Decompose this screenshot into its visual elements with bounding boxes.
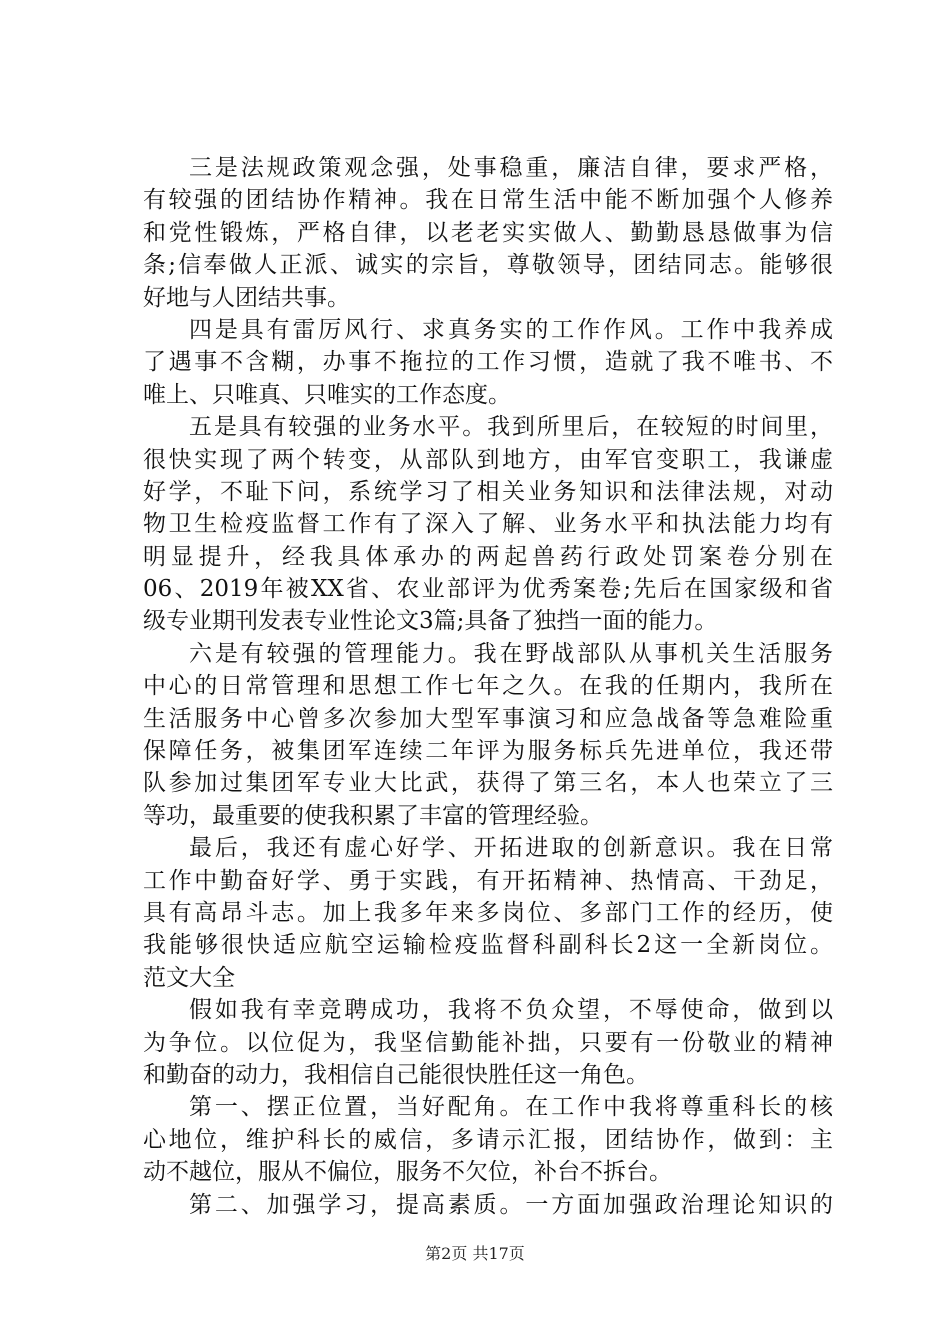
text-line: 假如我有幸竞聘成功，我将不负众望，不辱使命，做到以 <box>189 997 833 1024</box>
text-line: 工作中勤奋好学、勇于实践，有开拓精神、热情高、干劲足， <box>143 867 833 894</box>
text-line: 五是具有较强的业务水平。我到所里后，在较短的时间里， <box>189 414 833 441</box>
text-line: 唯上、只唯真、只唯实的工作态度。 <box>143 381 511 408</box>
text-line: 物卫生检疫监督工作有了深入了解、业务水平和执法能力均有 <box>143 511 833 538</box>
paragraph-1 <box>143 152 833 314</box>
paragraph-8 <box>143 1189 833 1221</box>
text-line: 了遇事不含糊，办事不拖拉的工作习惯，造就了我不唯书、不 <box>143 349 833 376</box>
page-number-label: 第2页 共17页 <box>425 1244 525 1263</box>
paragraph-4 <box>143 638 833 832</box>
paragraph-5 <box>143 832 833 994</box>
text-line: 条;信奉做人正派、诚实的宗旨，尊敬领导，团结同志。能够很 <box>143 252 833 279</box>
text-line: 明显提升，经我具体承办的两起兽药行政处罚案卷分别在 <box>143 543 833 570</box>
text-line: 第一、摆正位置，当好配角。在工作中我将尊重科长的核 <box>189 1094 833 1121</box>
text-line: 队参加过集团军专业大比武，获得了第三名，本人也荣立了三 <box>143 770 833 797</box>
paragraph-3 <box>143 411 833 638</box>
document-body <box>143 152 833 1221</box>
text-line: 好地与人团结共事。 <box>143 284 350 311</box>
text-line: 动不越位，服从不偏位，服务不欠位，补台不拆台。 <box>143 1159 672 1186</box>
paragraph-6 <box>143 994 833 1091</box>
text-line: 四是具有雷厉风行、求真务实的工作作风。工作中我养成 <box>189 316 833 343</box>
text-line: 级专业期刊发表专业性论文3篇;具备了独挡一面的能力。 <box>143 608 718 635</box>
text-line: 保障任务，被集团军连续二年评为服务标兵先进单位，我还带 <box>143 738 833 765</box>
text-line: 最后，我还有虚心好学、开拓进取的创新意识。我在日常 <box>189 835 833 862</box>
text-line: 六是有较强的管理能力。我在野战部队从事机关生活服务 <box>189 640 833 667</box>
text-line: 第二、加强学习，提高素质。一方面加强政治理论知识的 <box>189 1191 833 1218</box>
text-line: 有较强的团结协作精神。我在日常生活中能不断加强个人修养 <box>143 187 833 214</box>
text-line: 中心的日常管理和思想工作七年之久。在我的任期内，我所在 <box>143 673 833 700</box>
text-line: 好学，不耻下问，系统学习了相关业务知识和法律法规，对动 <box>143 478 833 505</box>
text-line: 和勤奋的动力，我相信自己能很快胜任这一角色。 <box>143 1061 649 1088</box>
text-line: 和党性锻炼，严格自律，以老老实实做人、勤勤恳恳做事为信 <box>143 219 833 246</box>
paragraph-7 <box>143 1091 833 1188</box>
text-line: 06、2019年被XX省、农业部评为优秀案卷;先后在国家级和省 <box>143 576 833 603</box>
text-line: 范文大全 <box>143 964 235 991</box>
text-line: 心地位，维护科长的威信，多请示汇报，团结协作，做到：主 <box>143 1126 833 1153</box>
page-footer <box>0 1244 950 1264</box>
text-line: 具有高昂斗志。加上我多年来多岗位、多部门工作的经历，使 <box>143 899 833 926</box>
paragraph-2 <box>143 314 833 411</box>
text-line: 我能够很快适应航空运输检疫监督科副科长2这一全新岗位。 <box>143 932 833 959</box>
text-line: 很快实现了两个转变，从部队到地方，由军官变职工，我谦虚 <box>143 446 833 473</box>
text-line: 等功，最重要的使我积累了丰富的管理经验。 <box>143 802 603 829</box>
text-line: 生活服务中心曾多次参加大型军事演习和应急战备等急难险重 <box>143 705 833 732</box>
text-line: 三是法规政策观念强，处事稳重，廉洁自律，要求严格， <box>189 155 833 181</box>
text-line: 为争位。以位促为，我坚信勤能补拙，只要有一份敬业的精神 <box>143 1029 833 1056</box>
